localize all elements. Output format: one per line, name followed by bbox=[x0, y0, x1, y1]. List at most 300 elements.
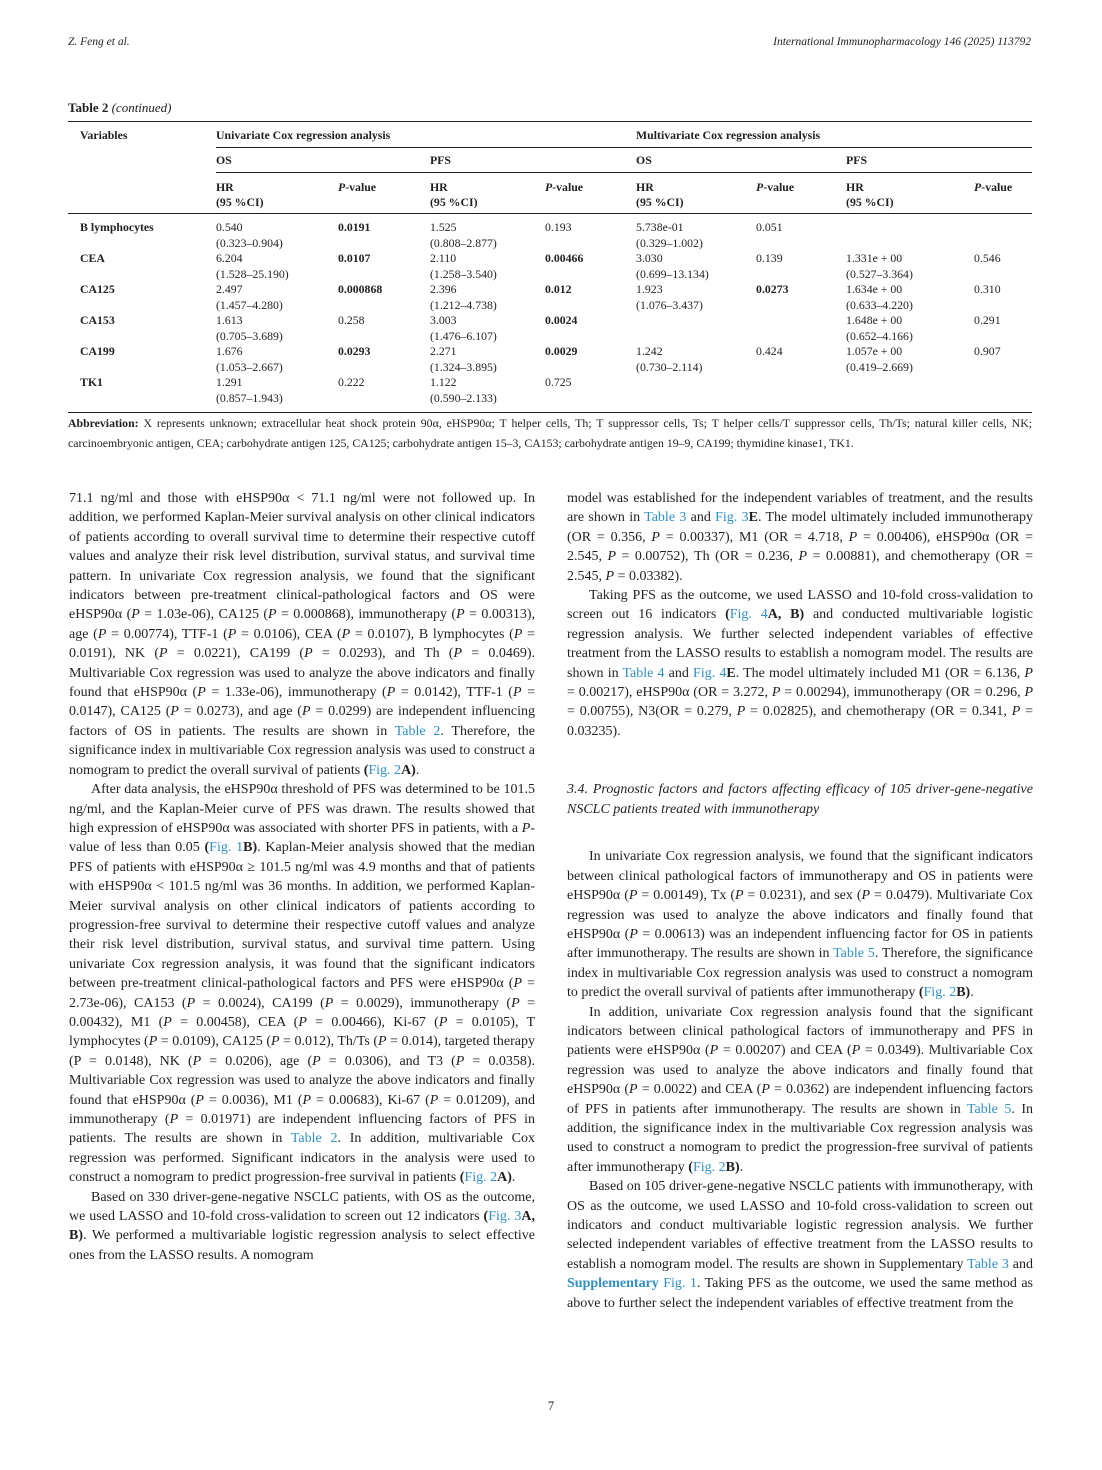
text-run: . The model ultimately included immunotherapy (OR = 0.356, bbox=[567, 510, 1033, 545]
text-run: = 0.0349). Multivariable Cox regression was used to analyze the above indicators and finally found that eHSP90α ( bbox=[567, 1043, 1033, 1098]
text-run: = 2.73e-06), CA153 ( bbox=[69, 976, 535, 1011]
page-number: 7 bbox=[547, 1399, 555, 1413]
cell-hr-mos bbox=[636, 375, 756, 413]
bold-run: ( bbox=[363, 762, 369, 778]
pvalue-suffix: -value bbox=[981, 180, 1013, 194]
abbreviation-label: Abbreviation: bbox=[68, 416, 139, 430]
italic-symbol: P bbox=[1024, 685, 1033, 701]
italic-symbol: P bbox=[521, 820, 531, 836]
text-run: = 0.0273), and age ( bbox=[178, 704, 302, 720]
hr-value: 2.497 bbox=[216, 282, 243, 296]
cross-reference-link[interactable]: Table 4 bbox=[622, 665, 665, 681]
cross-reference-link[interactable]: Fig. 2 bbox=[923, 985, 957, 1001]
row-variable-name: CEA bbox=[80, 251, 105, 265]
ci-label: (95 %CI) bbox=[636, 195, 684, 209]
cross-reference-link[interactable]: Fig. 2 bbox=[368, 762, 402, 778]
italic-symbol: P bbox=[158, 646, 168, 662]
cell-hr-mpfs bbox=[846, 375, 974, 413]
cross-reference-link[interactable]: Fig. 4 bbox=[729, 607, 768, 623]
cross-reference-link[interactable]: Fig. 4 bbox=[693, 665, 727, 681]
hr-value: 1.613 bbox=[216, 313, 243, 327]
pvalue-suffix: -value bbox=[345, 180, 377, 194]
italic-symbol: P bbox=[1024, 665, 1033, 681]
row-variable-name: TK1 bbox=[80, 375, 103, 389]
text-run: = 0.0107), B lymphocytes ( bbox=[350, 626, 514, 642]
cell-hr-mpfs bbox=[846, 344, 974, 375]
italic-symbol: P bbox=[312, 1053, 321, 1069]
text-run: = 0.0191), NK ( bbox=[69, 626, 535, 662]
bold-run: ( bbox=[688, 1159, 693, 1175]
table-caption bbox=[68, 100, 172, 116]
text-run: = 0.0306), and T3 ( bbox=[320, 1053, 456, 1069]
italic-symbol: P bbox=[131, 607, 140, 623]
table-row bbox=[68, 344, 1032, 375]
paragraph bbox=[69, 489, 535, 780]
text-run: model was established for the independent variables of treatment, and the results are shown in bbox=[567, 491, 1033, 526]
cell-pvalue-mpfs: 0.310 bbox=[974, 282, 1001, 296]
italic-symbol: P bbox=[761, 1082, 770, 1098]
col-header-pvalue-uni-os bbox=[338, 173, 430, 214]
text-run: = 0.00432), M1 ( bbox=[69, 995, 535, 1030]
text-run: = 0.00207) and CEA ( bbox=[718, 1043, 852, 1059]
paragraph bbox=[69, 780, 535, 1188]
cross-reference-link[interactable]: Table 3 bbox=[967, 1256, 1009, 1272]
text-run: = 0.0358). Multivariable Cox regression was used to analyze the above indicators and finally found that eHSP90α ( bbox=[69, 1053, 536, 1108]
cell-pvalue-mos: 0.424 bbox=[756, 344, 783, 358]
italic-symbol: P bbox=[513, 626, 523, 642]
text-run: = 0.0029), immunotherapy ( bbox=[333, 995, 512, 1011]
italic-symbol: P bbox=[268, 607, 277, 623]
row-variable-name: B lymphocytes bbox=[80, 220, 154, 234]
cross-reference-link[interactable]: Table 2 bbox=[394, 723, 441, 739]
hr-value: 1.122 bbox=[430, 375, 457, 389]
hr-label: HR bbox=[430, 180, 448, 194]
text-run: = 0.0206), age ( bbox=[201, 1053, 313, 1069]
cell-pvalue-mpfs: 0.291 bbox=[974, 313, 1001, 327]
ci-value: (1.528–25.190) bbox=[216, 266, 289, 281]
cell-pvalue-uos: 0.222 bbox=[338, 375, 365, 389]
cell-pvalue-upfs: 0.012 bbox=[545, 282, 572, 296]
italic-symbol: P bbox=[304, 646, 313, 662]
hr-label: HR bbox=[636, 180, 654, 194]
subheader-uni-os: OS bbox=[216, 148, 430, 173]
cell-hr-mpfs bbox=[846, 313, 974, 344]
cell-hr-mos bbox=[636, 214, 756, 252]
group-header-univariate: Univariate Cox regression analysis bbox=[216, 122, 636, 148]
hr-value: 1.057e + 00 bbox=[846, 344, 903, 358]
cross-reference-link[interactable]: Fig. 3 bbox=[488, 1209, 522, 1225]
cell-hr-mos bbox=[636, 344, 756, 375]
cell-pvalue-upfs: 0.193 bbox=[545, 220, 572, 234]
italic-symbol: P bbox=[148, 1034, 158, 1050]
ci-value: (0.705–3.689) bbox=[216, 328, 283, 343]
ci-value: (0.808–2.877) bbox=[430, 235, 497, 250]
bold-run: A) bbox=[401, 762, 416, 778]
text-run: = 0.00217), eHSP90α (OR = 3.272, bbox=[567, 685, 772, 701]
cox-regression-table bbox=[68, 121, 1032, 413]
text-run: After data analysis, the eHSP90α threshold of PFS was determined to be 101.5 ng/ml, and the Kaplan-Meier curve of PFS was drawn. The results showed that high expression of eHSP90α was associated with shorter PFS in patients, with a bbox=[69, 782, 535, 836]
italic-symbol: P bbox=[628, 888, 638, 904]
italic-symbol: P bbox=[170, 704, 179, 720]
text-run: = 0.00774), TTF-1 ( bbox=[106, 626, 228, 642]
text-run: = 0.0142), TTF-1 ( bbox=[395, 685, 513, 701]
bold-run: ( bbox=[459, 1170, 465, 1186]
cell-hr-upfs bbox=[430, 282, 545, 313]
italic-symbol: P bbox=[298, 1014, 307, 1030]
text-run: and conducted multivariable logistic regression analysis. We further selected independent variables of effective treatment from the LASSO results to establish a nomogram model. The results are shown in bbox=[567, 607, 1033, 681]
cell-pvalue-mpfs bbox=[974, 375, 1032, 413]
text-run: = 0.02825), and chemotherapy (OR = 0.341, bbox=[745, 704, 1012, 720]
bold-run: E bbox=[726, 665, 736, 681]
text-run: 71.1 ng/ml and those with eHSP90α < 71.1 ng/ml were not followed up. In addition, we performed Kaplan-Meier survival analysis on other clinical indicators of patients according to overall survival time to determine their respective cutoff values and analyze their risk level distribution, survival status, and survival time pattern. In univariate Cox regression analysis, we found that the significant indicators between pre-treatment clinical-pathological factors and OS were eHSP90α ( bbox=[69, 491, 535, 623]
bold-run: ( bbox=[204, 840, 210, 856]
cross-reference-link[interactable]: Fig. 2 bbox=[692, 1159, 726, 1175]
cross-reference-link[interactable]: Table 5 bbox=[833, 946, 875, 962]
italic-symbol: P bbox=[227, 626, 237, 642]
text-run: In univariate Cox regression analysis, we found that the significant indicators between clinical pathological factors of immunotherapy and OS in patients were eHSP90α ( bbox=[567, 849, 1033, 904]
ci-label: (95 %CI) bbox=[216, 195, 264, 209]
hr-value: 2.271 bbox=[430, 344, 457, 358]
col-header-pvalue-multi-os bbox=[756, 173, 846, 214]
cross-reference-link[interactable]: Table 2 bbox=[290, 1131, 338, 1147]
p-italic: P bbox=[974, 180, 982, 194]
italic-symbol: P bbox=[301, 704, 311, 720]
paragraph bbox=[567, 847, 1033, 1002]
italic-symbol: P bbox=[453, 646, 463, 662]
hr-value: 1.291 bbox=[216, 375, 243, 389]
table-caption-suffix: (continued) bbox=[111, 100, 172, 115]
text-run: = 0.0469). Multivariable Cox regression was used to analyze the above indicators and finally found that eHSP90α ( bbox=[69, 646, 536, 701]
abbreviation-text: X represents unknown; extracellular heat shock protein 90α, eHSP90α; T helper cells, Th; T suppressor cells, Ts; T helper cells/T suppressor cells, Th/Ts; natural killer cells, NK; carcinoembryonic antigen, CEA; carbohydrate antigen 125, CA125; carbohydrate antigen 15–3, CA153; carbohydrate antigen 19–9, CA199; thymidine kinase1, TK1. bbox=[68, 416, 1032, 450]
paragraph bbox=[69, 1188, 535, 1266]
text-run: . Therefore, the significance index in multivariable Cox regression analysis was used to construct a nomogram to predict the overall survival of patients bbox=[69, 723, 535, 778]
italic-symbol: P bbox=[163, 1014, 172, 1030]
text-run: . In addition, multivariable Cox regression was performed. Significant indicators in the analysis were used to construct a nomogram to predict progression-free survival in patients bbox=[69, 1131, 535, 1186]
text-run: = 0.0479). Multivariate Cox regression was used to analyze the above indicators and finally found that eHSP90α ( bbox=[567, 888, 1033, 942]
ci-value: (1.457–4.280) bbox=[216, 297, 283, 312]
cell-hr-upfs bbox=[430, 313, 545, 344]
text-run: . bbox=[511, 1170, 516, 1186]
text-run: = 1.03e-06), CA125 ( bbox=[139, 607, 269, 623]
italic-symbol: P bbox=[735, 888, 744, 904]
text-run: -value of less than 0.05 bbox=[69, 820, 535, 856]
cell-pvalue-mos bbox=[756, 313, 846, 344]
ci-value: (1.476–6.107) bbox=[430, 328, 497, 343]
cell-pvalue-upfs: 0.0029 bbox=[545, 344, 578, 358]
hr-value: 5.738e-01 bbox=[636, 220, 684, 234]
cell-hr-mos bbox=[636, 251, 756, 282]
pvalue-suffix: -value bbox=[552, 180, 584, 194]
italic-symbol: P bbox=[438, 1014, 448, 1030]
text-run: = 0.0109), CA125 ( bbox=[157, 1034, 271, 1050]
row-variable-name: CA153 bbox=[80, 313, 115, 327]
bold-run: B) bbox=[725, 1159, 740, 1175]
text-run: . In addition, the significance index in the multivariable Cox regression analysis was used to construct a nomogram to predict the progression-free survival of patients after immunotherapy bbox=[567, 1101, 1033, 1175]
cell-hr-upfs bbox=[430, 251, 545, 282]
italic-symbol: P bbox=[513, 976, 523, 992]
cell-hr-mpfs bbox=[846, 214, 974, 252]
text-run: = 0.0105), T lymphocytes ( bbox=[69, 1014, 535, 1050]
text-run: = 0.0221), CA199 ( bbox=[167, 646, 305, 662]
cell-hr-uos bbox=[216, 282, 338, 313]
italic-symbol: P bbox=[456, 607, 465, 623]
cell-hr-uos bbox=[216, 344, 338, 375]
italic-symbol: P bbox=[341, 626, 351, 642]
hr-value: 1.676 bbox=[216, 344, 243, 358]
ci-label: (95 %CI) bbox=[430, 195, 478, 209]
table-row bbox=[68, 313, 1032, 344]
text-run: = 0.01971) are independent influencing factors of PFS in patients. The results are shown in bbox=[69, 1112, 536, 1147]
text-run: Taking PFS as the outcome, we used LASSO and 10-fold cross-validation to screen out 16 indicators bbox=[567, 588, 1033, 623]
cell-pvalue-uos: 0.0293 bbox=[338, 344, 371, 358]
text-run: = 0.00683), Ki-67 ( bbox=[311, 1092, 430, 1108]
italic-symbol: P bbox=[605, 568, 615, 584]
text-run: = 1.33e-06), immunotherapy ( bbox=[205, 685, 387, 701]
italic-symbol: P bbox=[186, 995, 196, 1011]
italic-symbol: P bbox=[771, 685, 781, 701]
text-run: = 0.0036), M1 ( bbox=[203, 1092, 303, 1108]
cell-pvalue-uos: 0.0107 bbox=[338, 251, 371, 265]
ci-value: (0.527–3.364) bbox=[846, 266, 913, 281]
subheader-uni-pfs: PFS bbox=[430, 148, 636, 173]
italic-symbol: P bbox=[192, 1053, 202, 1069]
cell-hr-upfs bbox=[430, 375, 545, 413]
text-run: = 0.00337), M1 (OR = 4.718, bbox=[659, 529, 849, 545]
ci-value: (1.076–3.437) bbox=[636, 297, 703, 312]
ci-value: (1.053–2.667) bbox=[216, 359, 283, 374]
italic-symbol: P bbox=[302, 1092, 312, 1108]
bold-run: B) bbox=[956, 985, 971, 1001]
text-run: = 0.012), Th/Ts ( bbox=[279, 1034, 379, 1050]
ci-value: (0.699–13.134) bbox=[636, 266, 709, 281]
hr-label: HR bbox=[216, 180, 234, 194]
cell-pvalue-upfs: 0.00466 bbox=[545, 251, 584, 265]
ci-value: (0.730–2.114) bbox=[636, 359, 703, 374]
ci-label: (95 %CI) bbox=[846, 195, 894, 209]
italic-symbol: P bbox=[651, 529, 660, 545]
italic-symbol: P bbox=[607, 549, 617, 565]
text-run: and bbox=[664, 665, 694, 681]
italic-symbol: P bbox=[629, 1082, 638, 1098]
table-row bbox=[68, 282, 1032, 313]
cell-hr-upfs bbox=[430, 214, 545, 252]
body-column-right bbox=[567, 489, 1033, 1313]
col-header-hr-multi-pfs bbox=[846, 173, 974, 214]
italic-symbol: P bbox=[861, 888, 871, 904]
italic-symbol: P bbox=[511, 995, 520, 1011]
cell-pvalue-mpfs bbox=[974, 214, 1032, 252]
hr-value: 1.648e + 00 bbox=[846, 313, 903, 327]
ci-value: (0.633–4.220) bbox=[846, 297, 913, 312]
text-run: = 0.00458), CEA ( bbox=[171, 1014, 299, 1030]
table-caption-label: Table 2 bbox=[68, 100, 109, 115]
cross-reference-link[interactable]: Fig. 2 bbox=[464, 1170, 498, 1186]
text-run: = 0.03382). bbox=[614, 568, 683, 584]
bold-run: A, B) bbox=[69, 1209, 535, 1244]
text-run: = 0.00752), Th (OR = 0.236, bbox=[616, 549, 799, 565]
cell-pvalue-mpfs: 0.907 bbox=[974, 344, 1001, 358]
cell-hr-upfs bbox=[430, 344, 545, 375]
cross-reference-link[interactable]: Table 3 bbox=[644, 510, 687, 526]
hr-value: 2.110 bbox=[430, 251, 457, 265]
italic-symbol: P bbox=[169, 1112, 179, 1127]
bold-run: B) bbox=[243, 840, 258, 856]
hr-value: 1.634e + 00 bbox=[846, 282, 903, 296]
text-run: = 0.0231), and sex ( bbox=[743, 888, 862, 904]
ci-value: (1.258–3.540) bbox=[430, 266, 497, 281]
results-table-container bbox=[68, 121, 1032, 413]
ci-value: (0.419–2.669) bbox=[846, 359, 913, 374]
cell-hr-uos bbox=[216, 214, 338, 252]
text-run: . We performed a multivariable logistic regression analysis to select effective ones from the LASSO results. A nomogram bbox=[69, 1228, 535, 1263]
group-header-multivariate: Multivariate Cox regression analysis bbox=[636, 122, 1032, 148]
text-run: = 0.00149), Tx ( bbox=[637, 888, 736, 904]
text-run: = 0.00881), and chemotherapy (OR = 2.545, bbox=[567, 549, 1033, 584]
text-run: . Taking PFS as the outcome, we used the same method as above to further select the independent variables of effective treatment from the bbox=[567, 1276, 1033, 1311]
text-run: Based on 105 driver-gene-negative NSCLC patients with immunotherapy, with OS as the outcome, we used LASSO and 10-fold cross-validation to screen out indicators and conduct multivariable logistic regression analysis. We further selected independent variables of effective treatment from the LASSO results to establish a nomogram model. The results are shown in Supplementary bbox=[567, 1179, 1033, 1272]
cross-reference-link[interactable]: Supplementary bbox=[567, 1276, 659, 1292]
text-run: = 0.0147), CA125 ( bbox=[69, 685, 535, 720]
italic-symbol: P bbox=[324, 995, 334, 1011]
table-abbreviation-note bbox=[68, 414, 1032, 453]
row-variable-name: CA125 bbox=[80, 282, 115, 296]
col-header-pvalue-multi-pfs bbox=[974, 173, 1032, 214]
cell-hr-uos bbox=[216, 313, 338, 344]
cross-reference-link[interactable]: Fig. 1 bbox=[663, 1276, 697, 1292]
italic-symbol: P bbox=[848, 529, 858, 545]
text-run: . Therefore, the significance index in multivariable Cox regression analysis was used to construct a nomogram to predict the overall survival of patients after immunotherapy bbox=[567, 946, 1033, 1001]
text-run: = 0.03235). bbox=[567, 704, 1033, 739]
italic-symbol: P bbox=[512, 685, 522, 701]
text-run: = 0.0106), CEA ( bbox=[236, 626, 342, 642]
italic-symbol: P bbox=[455, 1053, 465, 1069]
ci-value: (1.212–4.738) bbox=[430, 297, 497, 312]
text-run: = 0.000868), immunotherapy ( bbox=[276, 607, 457, 623]
cell-pvalue-uos: 0.258 bbox=[338, 313, 365, 327]
italic-symbol: P bbox=[429, 1092, 439, 1108]
hr-label: HR bbox=[846, 180, 864, 194]
italic-symbol: P bbox=[851, 1043, 861, 1059]
text-run: = 0.0022) and CEA ( bbox=[637, 1082, 762, 1098]
bold-run: E bbox=[748, 510, 758, 526]
text-run: = 0.0024), CA199 ( bbox=[195, 995, 325, 1011]
text-run: Based on 330 driver-gene-negative NSCLC patients, with OS as the outcome, we used LASSO and 10-fold cross-validation to screen out 12 indicators bbox=[69, 1189, 535, 1225]
text-run: = 0.0362) are independent influencing factors of PFS in patients after immunotherapy. The results are shown in bbox=[567, 1082, 1033, 1117]
bold-run: ( bbox=[725, 607, 730, 623]
ci-value: (1.324–3.895) bbox=[430, 359, 497, 374]
subheader-multi-os: OS bbox=[636, 148, 846, 173]
col-header-hr-uni-pfs bbox=[430, 173, 545, 214]
col-header-hr-uni-os bbox=[216, 173, 338, 214]
cross-reference-link[interactable]: Fig. 3 bbox=[715, 510, 749, 526]
cell-pvalue-upfs: 0.0024 bbox=[545, 313, 578, 327]
hr-value: 0.540 bbox=[216, 220, 243, 234]
text-run: . Kaplan-Meier analysis showed that the median PFS of patients with eHSP90α ≥ 101.5 ng/ml was 4.9 months and that of patients with eHSP90α < 101.5 ng/ml was 36 months. In addition, we performed Kaplan-Meier survival analysis on other clinical indicators of patients according to progression-free survival to determine their respective cutoff values and analyze their risk level distribution, survival status, and survival time pattern. Using univariate Cox regression analysis, it was found that the significant indicators between pre-treatment clinical-pathological factors and PFS were eHSP90α ( bbox=[69, 840, 535, 992]
italic-symbol: P bbox=[1011, 704, 1021, 720]
text-run: . bbox=[970, 985, 974, 1001]
hr-value: 3.003 bbox=[430, 313, 457, 327]
cell-pvalue-upfs: 0.725 bbox=[545, 375, 572, 389]
cell-pvalue-mos: 0.139 bbox=[756, 251, 783, 265]
p-italic: P bbox=[756, 180, 764, 194]
cell-pvalue-uos: 0.0191 bbox=[338, 220, 371, 234]
running-header-journal: International Immunopharmacology 146 (2025) 113792 bbox=[773, 36, 1031, 48]
body-column-left bbox=[69, 489, 535, 1265]
p-italic: P bbox=[338, 180, 346, 194]
cell-pvalue-mpfs: 0.546 bbox=[974, 251, 1001, 265]
paragraph bbox=[567, 1177, 1033, 1313]
text-run: . The model ultimately included M1 (OR = 6.136, bbox=[735, 665, 1025, 681]
text-run: = 0.00755), N3(OR = 0.279, bbox=[567, 704, 737, 720]
text-run: . bbox=[739, 1159, 744, 1175]
text-run: = 0.0293), and Th ( bbox=[312, 646, 454, 662]
paragraph bbox=[567, 1003, 1033, 1178]
italic-symbol: P bbox=[97, 626, 107, 642]
cell-hr-uos bbox=[216, 251, 338, 282]
text-run: = 0.00406), eHSP90α (OR = 2.545, bbox=[567, 529, 1033, 565]
running-header-authors: Z. Feng et al. bbox=[68, 36, 130, 48]
text-run: and bbox=[1008, 1256, 1033, 1272]
italic-symbol: P bbox=[195, 1092, 204, 1108]
cell-hr-mos bbox=[636, 282, 756, 313]
text-run: = 0.00313), age ( bbox=[69, 607, 535, 642]
text-run: In addition, univariate Cox regression analysis found that the significant indicators between clinical pathological factors of immunotherapy and PFS in patients were eHSP90α ( bbox=[567, 1004, 1033, 1059]
cell-hr-mpfs bbox=[846, 282, 974, 313]
hr-value: 1.242 bbox=[636, 344, 663, 358]
cell-hr-mpfs bbox=[846, 251, 974, 282]
cell-hr-mos bbox=[636, 313, 756, 344]
text-run: . bbox=[415, 762, 420, 778]
ci-value: (0.323–0.904) bbox=[216, 235, 283, 250]
hr-value: 1.525 bbox=[430, 220, 457, 234]
hr-value: 3.030 bbox=[636, 251, 663, 265]
cell-pvalue-mos bbox=[756, 375, 846, 413]
ci-value: (0.652–4.166) bbox=[846, 328, 913, 343]
cell-pvalue-uos: 0.000868 bbox=[338, 282, 383, 296]
italic-symbol: P bbox=[736, 704, 746, 720]
bold-run: ( bbox=[483, 1209, 489, 1225]
italic-symbol: P bbox=[386, 685, 396, 701]
text-run: = 0.01209), and immunotherapy ( bbox=[69, 1092, 535, 1127]
bold-run: A) bbox=[497, 1170, 512, 1186]
table-row bbox=[68, 251, 1032, 282]
pvalue-suffix: -value bbox=[763, 180, 795, 194]
col-header-variables: Variables bbox=[80, 128, 128, 142]
italic-symbol: P bbox=[270, 1034, 280, 1050]
cross-reference-link[interactable]: Fig. 1 bbox=[209, 840, 244, 856]
section-heading: 3.4. Prognostic factors and factors affecting efficacy of 105 driver-gene-negative NSCLC patients treated with immunotherapy bbox=[567, 782, 1033, 818]
bold-run: A, B) bbox=[767, 607, 805, 623]
row-variable-name: CA199 bbox=[80, 344, 115, 358]
bold-run: ( bbox=[918, 985, 924, 1001]
hr-value: 2.396 bbox=[430, 282, 457, 296]
ci-value: (0.329–1.002) bbox=[636, 235, 703, 250]
cross-reference-link[interactable]: Table 5 bbox=[966, 1101, 1012, 1117]
text-run: = 0.00466), Ki-67 ( bbox=[306, 1014, 439, 1030]
paragraph bbox=[567, 586, 1033, 741]
paragraph bbox=[567, 489, 1033, 586]
hr-value: 6.204 bbox=[216, 251, 243, 265]
italic-symbol: P bbox=[629, 926, 638, 942]
text-run: = 0.00613) was an independent influencing factor for OS in patients after immunotherapy. The results are shown in bbox=[567, 926, 1033, 962]
p-italic: P bbox=[545, 180, 553, 194]
italic-symbol: P bbox=[709, 1043, 719, 1059]
col-header-pvalue-uni-pfs bbox=[545, 173, 636, 214]
ci-value: (0.590–2.133) bbox=[430, 390, 497, 405]
hr-value: 1.923 bbox=[636, 282, 663, 296]
hr-value: 1.331e + 00 bbox=[846, 251, 903, 265]
text-run: = 0.014), targeted therapy (P = 0.0148), NK ( bbox=[69, 1034, 535, 1069]
